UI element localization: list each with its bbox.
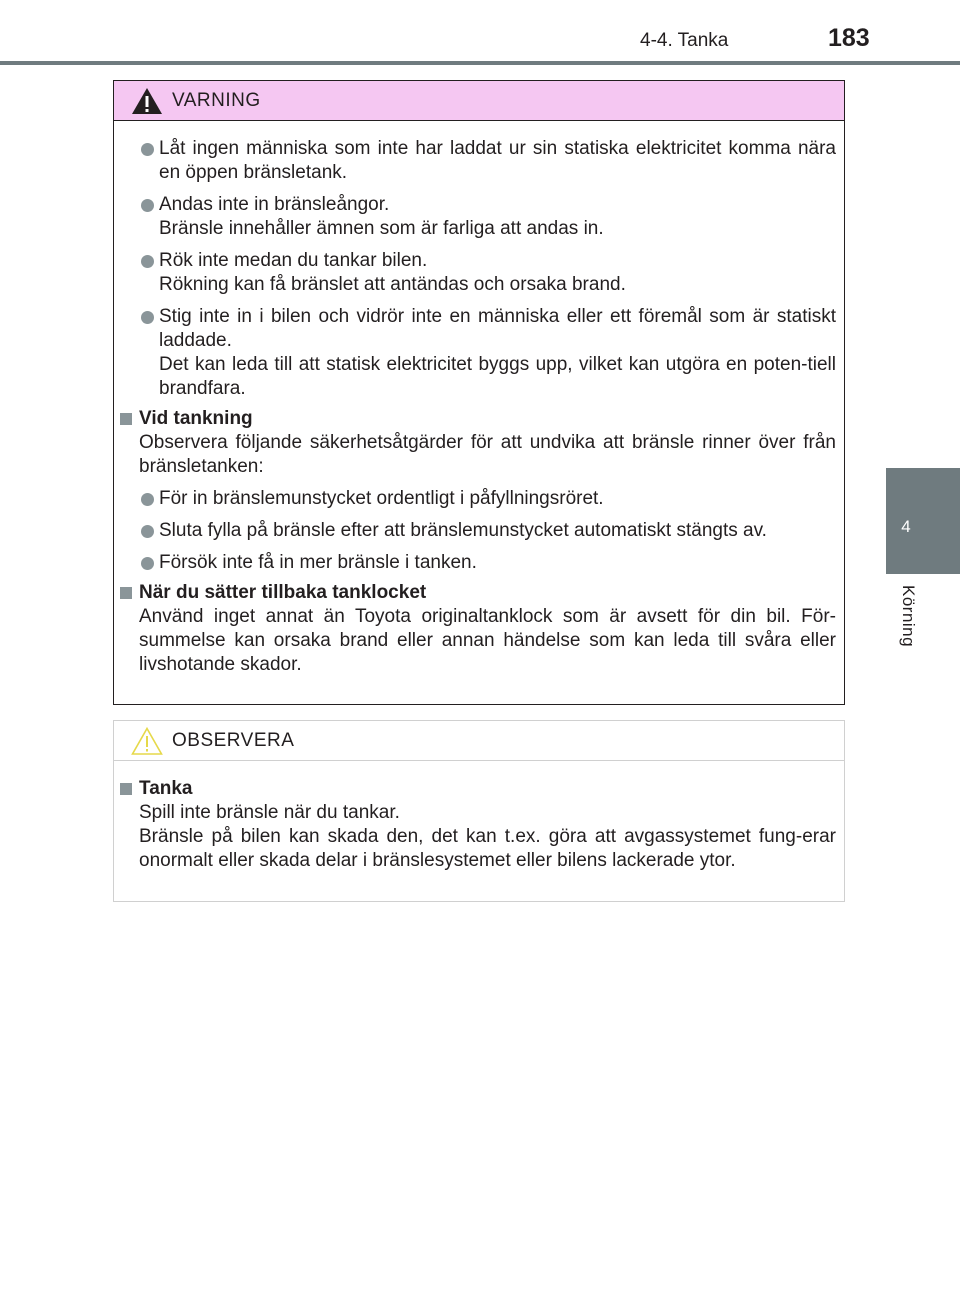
- square-bullet-icon: [120, 783, 132, 795]
- section-heading: [114, 407, 836, 431]
- bullet-text: För in bränslemunstycket ordentligt i påfyllningsröret.: [159, 488, 604, 509]
- list-item: [114, 551, 836, 575]
- bullet-text: Bränsle innehåller ämnen som är farliga att andas in.: [159, 218, 604, 239]
- bullet-text: Rök inte medan du tankar bilen.: [159, 250, 428, 271]
- list-item: [114, 305, 836, 401]
- section-text: [114, 801, 836, 873]
- bullet-icon: [141, 199, 154, 212]
- bullet-text: Försök inte få in mer bränsle i tanken.: [159, 552, 477, 573]
- square-bullet-icon: [120, 587, 132, 599]
- caution-header: [114, 721, 844, 761]
- section-title-tanklocket: När du sätter tillbaka tanklocket: [139, 582, 427, 603]
- bullet-icon: [141, 557, 154, 570]
- bullet-icon: [141, 311, 154, 324]
- warning-label: VARNING: [172, 90, 261, 111]
- bullet-text: Stig inte in i bilen och vidrör inte en människa eller ett föremål som är statiskt laddade.: [159, 306, 836, 351]
- section-title-vid-tankning: Vid tankning: [139, 408, 253, 429]
- list-item: [114, 487, 836, 511]
- bullet-text: Låt ingen människa som inte har laddat ur sin statiska elektricitet komma nära en öppen bränsletank.: [159, 138, 836, 183]
- warning-header: [114, 81, 844, 121]
- square-bullet-icon: [120, 413, 132, 425]
- section-paragraph: Observera följande säkerhetsåtgärder för att undvika att bränsle rinner över från bränsletanken:: [139, 432, 836, 477]
- warning-triangle-icon: [130, 86, 164, 116]
- header-rule: [0, 61, 960, 65]
- bullet-text: Rökning kan få bränslet att antändas och orsaka brand.: [159, 274, 626, 295]
- section-title-tanka: Tanka: [139, 778, 193, 799]
- bullet-icon: [141, 525, 154, 538]
- bullet-text: Andas inte in bränsleångor.: [159, 194, 390, 215]
- section-paragraph: Använd inget annat än Toyota originaltanklock som är avsett för din bil. För-summelse kan orsaka brand eller annan händelse som kan leda till svåra eller livshotande skador.: [139, 606, 836, 675]
- bullet-icon: [141, 493, 154, 506]
- caution-label: OBSERVERA: [172, 730, 295, 751]
- section-text: [114, 431, 836, 479]
- section-paragraph: Bränsle på bilen kan skada den, det kan t.ex. göra att avgassystemet fung-erar onormalt eller skada delar i bränslesystemet eller bilens lackerade ytor.: [139, 826, 836, 871]
- list-item: [114, 193, 836, 241]
- bullet-icon: [141, 143, 154, 156]
- chapter-label: Körning: [899, 585, 918, 648]
- section-text: [114, 605, 836, 677]
- bullet-text: Det kan leda till att statisk elektricitet byggs upp, vilket kan utgöra en poten-tiell brandfara.: [159, 354, 836, 399]
- list-item: [114, 249, 836, 297]
- warning-box: [113, 80, 845, 705]
- section-paragraph: Spill inte bränsle när du tankar.: [139, 802, 400, 823]
- bullet-icon: [141, 255, 154, 268]
- bullet-text: Sluta fylla på bränsle efter att bränslemunstycket automatiskt stängts av.: [159, 520, 767, 541]
- section-title: 4-4. Tanka: [640, 30, 729, 51]
- section-heading: [114, 581, 836, 605]
- page-number: 183: [828, 24, 870, 52]
- caution-triangle-icon: [130, 726, 164, 756]
- list-item: [114, 137, 836, 185]
- caution-box: [113, 720, 845, 902]
- section-heading: [114, 777, 836, 801]
- list-item: [114, 519, 836, 543]
- chapter-number: 4: [901, 517, 911, 536]
